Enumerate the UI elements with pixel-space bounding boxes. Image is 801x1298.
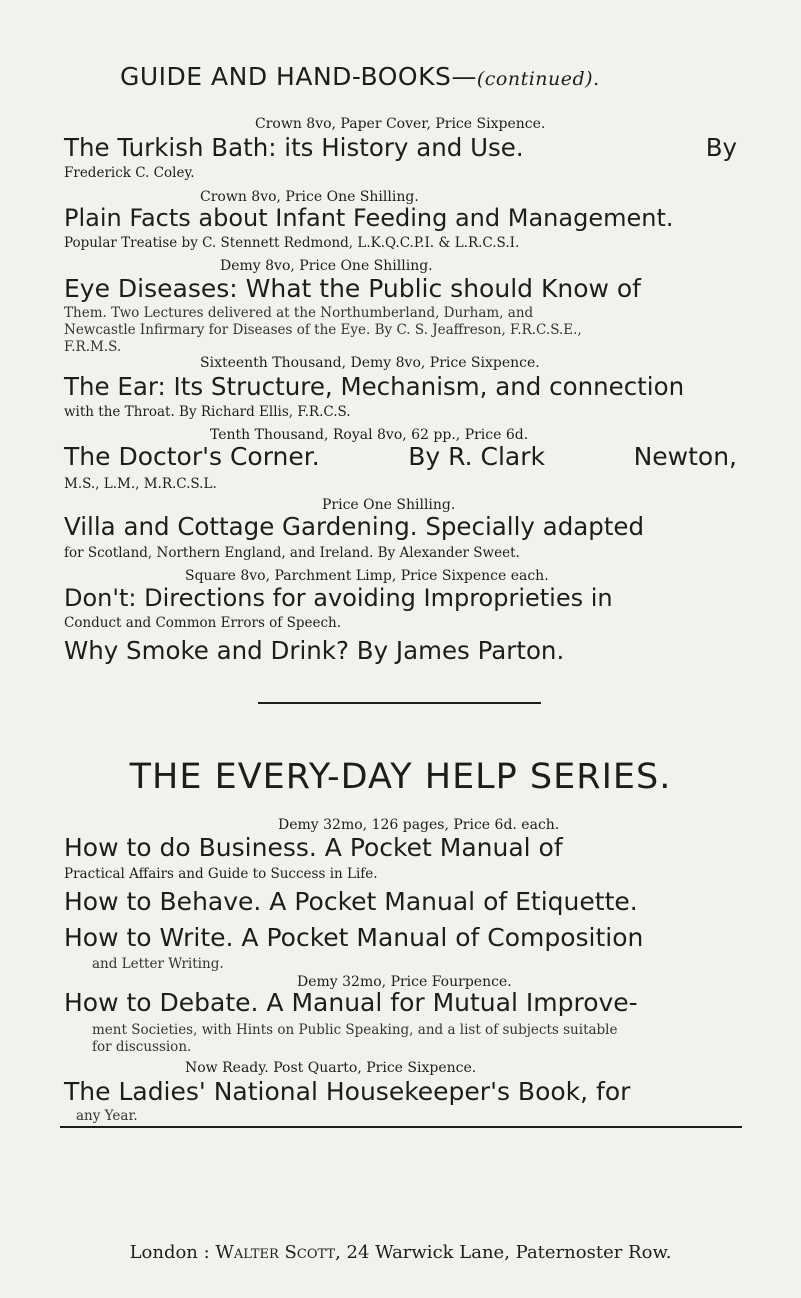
series-item-3-title: How to Write. A Pocket Manual of Composition (64, 923, 644, 952)
entry-7-title: Don't: Directions for avoiding Improprieties in (64, 584, 613, 612)
imprint-prefix: London : (129, 1242, 216, 1263)
entry-7-price: Square 8vo, Parchment Limp, Price Sixpence each. (185, 568, 549, 584)
footer-rule (60, 1126, 742, 1128)
series-heading: THE EVERY-DAY HELP SERIES. (129, 757, 672, 797)
section-divider (258, 702, 541, 704)
entry-6-price: Price One Shilling. (322, 497, 456, 513)
series-item-4-title: How to Debate. A Manual for Mutual Improve- (64, 988, 638, 1017)
series-item-4-price: Demy 32mo, Price Fourpence. (297, 974, 512, 990)
entry-2-price: Crown 8vo, Price One Shilling. (200, 189, 419, 205)
entry-1-title (64, 133, 737, 162)
imprint-address: , 24 Warwick Lane, Paternoster Row. (335, 1242, 672, 1263)
entry-1-price: Crown 8vo, Paper Cover, Price Sixpence. (255, 116, 546, 132)
entry-3-desc-3: F.R.M.S. (64, 339, 122, 355)
entry-3-price: Demy 8vo, Price One Shilling. (220, 258, 433, 274)
entry-2-author: Popular Treatise by C. Stennett Redmond, L.K.Q.C.P.I. & L.R.C.S.I. (64, 235, 520, 251)
entry-1-title-main: The Turkish Bath: its History and Use. (64, 133, 524, 162)
imprint (64, 1242, 737, 1263)
entry-3-desc-1: Them. Two Lectures delivered at the Northumberland, Durham, and (64, 305, 534, 321)
entry-5-title-end: Newton, (633, 442, 737, 471)
entry-1-author: Frederick C. Coley. (64, 165, 195, 181)
series-item-1-title: How to do Business. A Pocket Manual of (64, 833, 563, 862)
series-item-4-desc-1: ment Societies, with Hints on Public Speaking, and a list of subjects suitable (92, 1022, 618, 1038)
series-item-3-desc: and Letter Writing. (92, 956, 224, 972)
running-head (120, 62, 600, 91)
entry-4-title: The Ear: Its Structure, Mechanism, and connection (64, 372, 685, 401)
entry-5-price: Tenth Thousand, Royal 8vo, 62 pp., Price 6d. (210, 427, 529, 443)
series-item-2-title: How to Behave. A Pocket Manual of Etiquette. (64, 887, 638, 916)
series-item-5-title: The Ladies' National Housekeeper's Book, for (64, 1077, 631, 1106)
series-item-4-desc-2: for discussion. (92, 1039, 192, 1055)
entry-2-title: Plain Facts about Infant Feeding and Management. (64, 204, 674, 232)
entry-5-title-main: The Doctor's Corner. (64, 442, 320, 471)
entry-5-title (64, 442, 737, 471)
entry-6-title: Villa and Cottage Gardening. Specially adapted (64, 512, 645, 541)
entry-5-title-by: By R. Clark (408, 442, 546, 471)
series-item-1-desc: Practical Affairs and Guide to Success in Life. (64, 866, 378, 882)
series-price: Demy 32mo, 126 pages, Price 6d. each. (278, 817, 560, 833)
running-head-main: GUIDE AND HAND-BOOKS— (120, 62, 477, 91)
series-item-5-desc: any Year. (76, 1108, 138, 1124)
series-item-5-price: Now Ready. Post Quarto, Price Sixpence. (185, 1060, 477, 1076)
entry-8-title: Why Smoke and Drink? By James Parton. (64, 636, 565, 665)
entry-5-author: M.S., L.M., M.R.C.S.L. (64, 476, 217, 492)
entry-6-author: for Scotland, Northern England, and Ireland. By Alexander Sweet. (64, 545, 520, 561)
imprint-publisher: Walter Scott (215, 1242, 336, 1263)
entry-3-title: Eye Diseases: What the Public should Know of (64, 274, 641, 303)
running-head-continued: (continued). (476, 68, 600, 90)
entry-7-desc: Conduct and Common Errors of Speech. (64, 615, 342, 631)
entry-4-price: Sixteenth Thousand, Demy 8vo, Price Sixpence. (200, 355, 540, 371)
entry-4-author: with the Throat. By Richard Ellis, F.R.C.S. (64, 404, 351, 420)
entry-3-desc-2: Newcastle Infirmary for Diseases of the Eye. By C. S. Jeaffreson, F.R.C.S.E., (64, 322, 582, 338)
entry-1-title-by: By (705, 133, 737, 162)
